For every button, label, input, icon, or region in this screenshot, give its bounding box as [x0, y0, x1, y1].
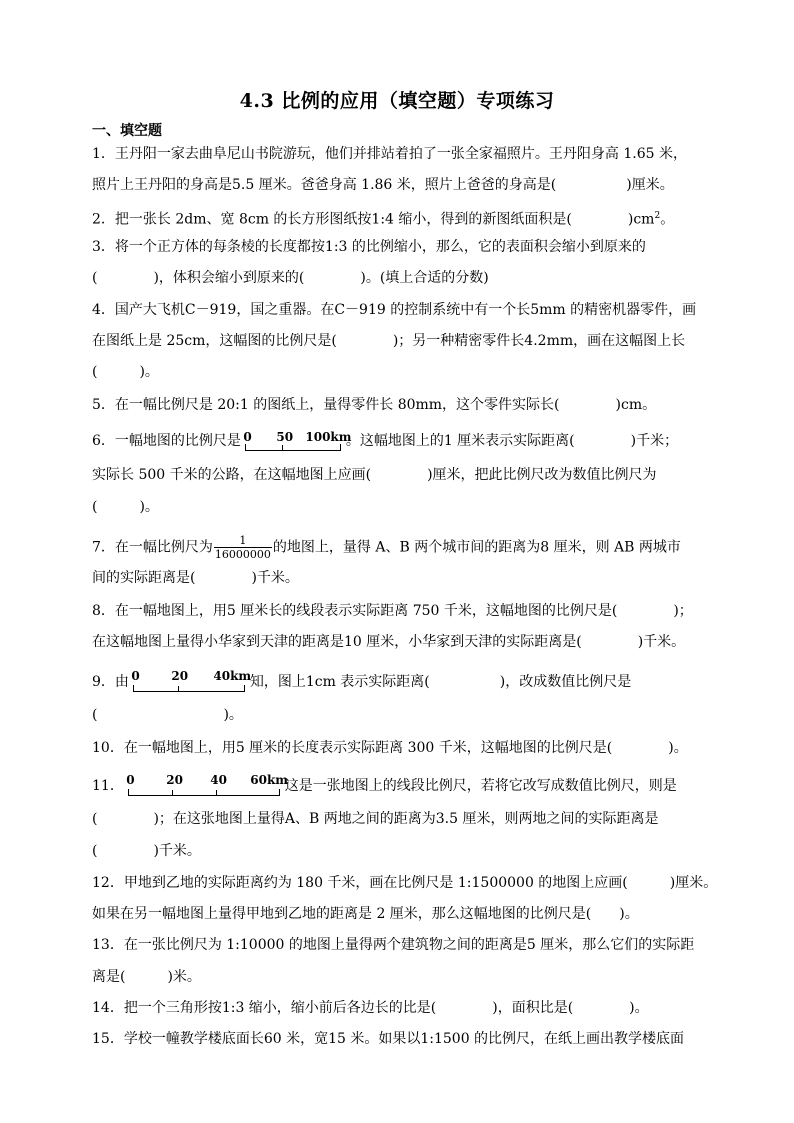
scale-label: 20	[171, 669, 189, 683]
question-8-line-1: 8．在一幅地图上，用5 厘米长的线段表示实际距离 750 千米，这幅地图的比例尺是( )；	[92, 603, 693, 619]
question-8-line-2: 在这幅地图上量得小华家到天津的距离是10 厘米，小华家到天津的实际距离是( )千米。	[92, 634, 686, 650]
scale-tick	[178, 686, 179, 692]
question-13-line-1: 13．在一张比例尺为 1:10000 的地图上量得两个建筑物之间的距离是5 厘米，那么它们的实际距	[92, 937, 695, 953]
scale-line	[133, 685, 245, 692]
scale-bar-q9	[131, 669, 252, 692]
question-4-line-2: 在图纸上是 25cm，这幅图的比例尺是( )；另一种精密零件长4.2mm，画在这幅图上长	[92, 333, 686, 349]
question-7-line-2: 间的实际距离是( )千米。	[92, 570, 299, 586]
question-6-line-3: ( )。	[92, 499, 159, 515]
superscript-2: 2	[654, 211, 661, 221]
question-2-end: 。	[660, 211, 675, 228]
scale-label: 60km	[250, 773, 288, 787]
scale-label: 0	[131, 669, 140, 683]
question-15: 15．学校一幢教学楼底面长60 米，宽15 米。如果以1:1500 的比例尺，在纸上画出教学楼底面	[92, 1031, 685, 1047]
scale-tick	[282, 445, 283, 451]
question-12-line-2: 如果在另一幅地图上量得甲地到乙地的距离是 2 厘米，那么这幅地图的比例尺是( )。	[92, 906, 639, 922]
question-11-line-3: ( )千米。	[92, 843, 201, 859]
question-5: 5．在一幅比例尺是 20:1 的图纸上，量得零件长 80mm，这个零件实际长( )cm。	[92, 397, 657, 413]
question-6-text-2: 。这幅地图上的1 厘米表示实际距离( )千米；	[345, 433, 679, 449]
scale-label: 0	[243, 430, 252, 444]
scale-label: 20	[166, 773, 183, 787]
question-9-text: 9．由	[92, 674, 129, 690]
question-11-text: 11．	[92, 778, 124, 794]
question-2	[92, 207, 674, 229]
question-2-text: 2．把一张长 2dm、宽 8cm 的长方形图纸按1:4 缩小，得到的新图纸面积是( )cm	[92, 211, 655, 228]
question-13-line-2: 离是( )米。	[92, 969, 201, 985]
scale-label: 40km	[213, 669, 252, 683]
question-3-line-2: ( )，体积会缩小到原来的( )。(填上合适的分数)	[92, 270, 489, 286]
question-11-line-2: ( )；在这张地图上量得A、B 两地之间的距离为3.5 厘米，则两地之间的实际距离是	[92, 811, 659, 827]
question-9-text-2: 知，图上1cm 表示实际距离( )，改成数值比例尺是	[249, 674, 632, 690]
question-7-text: 7．在一幅比例尺为	[92, 539, 213, 556]
scale-label: 100km	[305, 430, 352, 444]
scale-label: 40	[210, 773, 227, 787]
question-4-line-3: ( )。	[92, 364, 159, 380]
section-heading: 一、填空题	[92, 123, 162, 139]
question-12-line-1: 12．甲地到乙地的实际距离约为 180 千米，画在比例尺是 1:1500000 的地图上应画( )厘米。	[92, 875, 718, 891]
scale-tick	[172, 790, 173, 796]
question-6-text: 6．一幅地图的比例尺是	[92, 433, 241, 449]
question-1-line-2: 照片上王丹阳的身高是5.5 厘米。爸爸身高 1.86 米，照片上爸爸的身高是( )厘米。	[92, 177, 674, 193]
scale-line	[245, 444, 341, 451]
question-10: 10．在一幅地图上，用5 厘米的长度表示实际距离 300 千米，这幅地图的比例尺是( )。	[92, 740, 688, 756]
question-11-text-2: 这是一张地图上的线段比例尺，若将它改写成数值比例尺，则是	[284, 778, 677, 794]
question-11-line-1	[92, 774, 677, 796]
question-14: 14．把一个三角形按1:3 缩小，缩小前后各边长的比是( )，面积比是( )。	[92, 1000, 649, 1016]
fraction-numerator: 1	[214, 534, 272, 548]
question-3-line-1: 3．将一个正方体的每条棱的长度都按1:3 的比例缩小，那么，它的表面积会缩小到原来的	[92, 239, 646, 255]
scale-label: 0	[126, 773, 135, 787]
page-title: 4.3 比例的应用（填空题）专项练习	[239, 90, 555, 112]
question-7-text-2: 的地图上，量得 A、B 两个城市间的距离为8 厘米，则 AB 两城市	[272, 539, 681, 556]
fraction-denominator: 16000000	[214, 548, 271, 561]
question-6-line-1	[92, 431, 678, 451]
question-7-line-1	[92, 534, 681, 561]
question-4-line-1: 4．国产大飞机C－919，国之重器。在C－919 的控制系统中有一个长5mm 的精密机器零件，画	[92, 302, 697, 318]
scale-fraction	[214, 534, 272, 561]
scale-bar-q11	[126, 773, 288, 796]
question-6-line-2: 实际长 500 千米的公路，在这幅地图上应画( )厘米，把此比例尺改为数值比例尺为	[92, 467, 657, 483]
scale-line	[128, 789, 280, 796]
scale-bar-q6	[243, 430, 352, 451]
question-1-line-1: 1．王丹阳一家去曲阜尼山书院游玩，他们并排站着拍了一张全家福照片。王丹阳身高 1.65 米，	[92, 146, 687, 162]
scale-label: 50	[276, 430, 294, 444]
scale-tick	[216, 790, 217, 796]
question-9-line-2: ( )。	[92, 707, 243, 723]
question-9-line-1	[92, 670, 631, 692]
